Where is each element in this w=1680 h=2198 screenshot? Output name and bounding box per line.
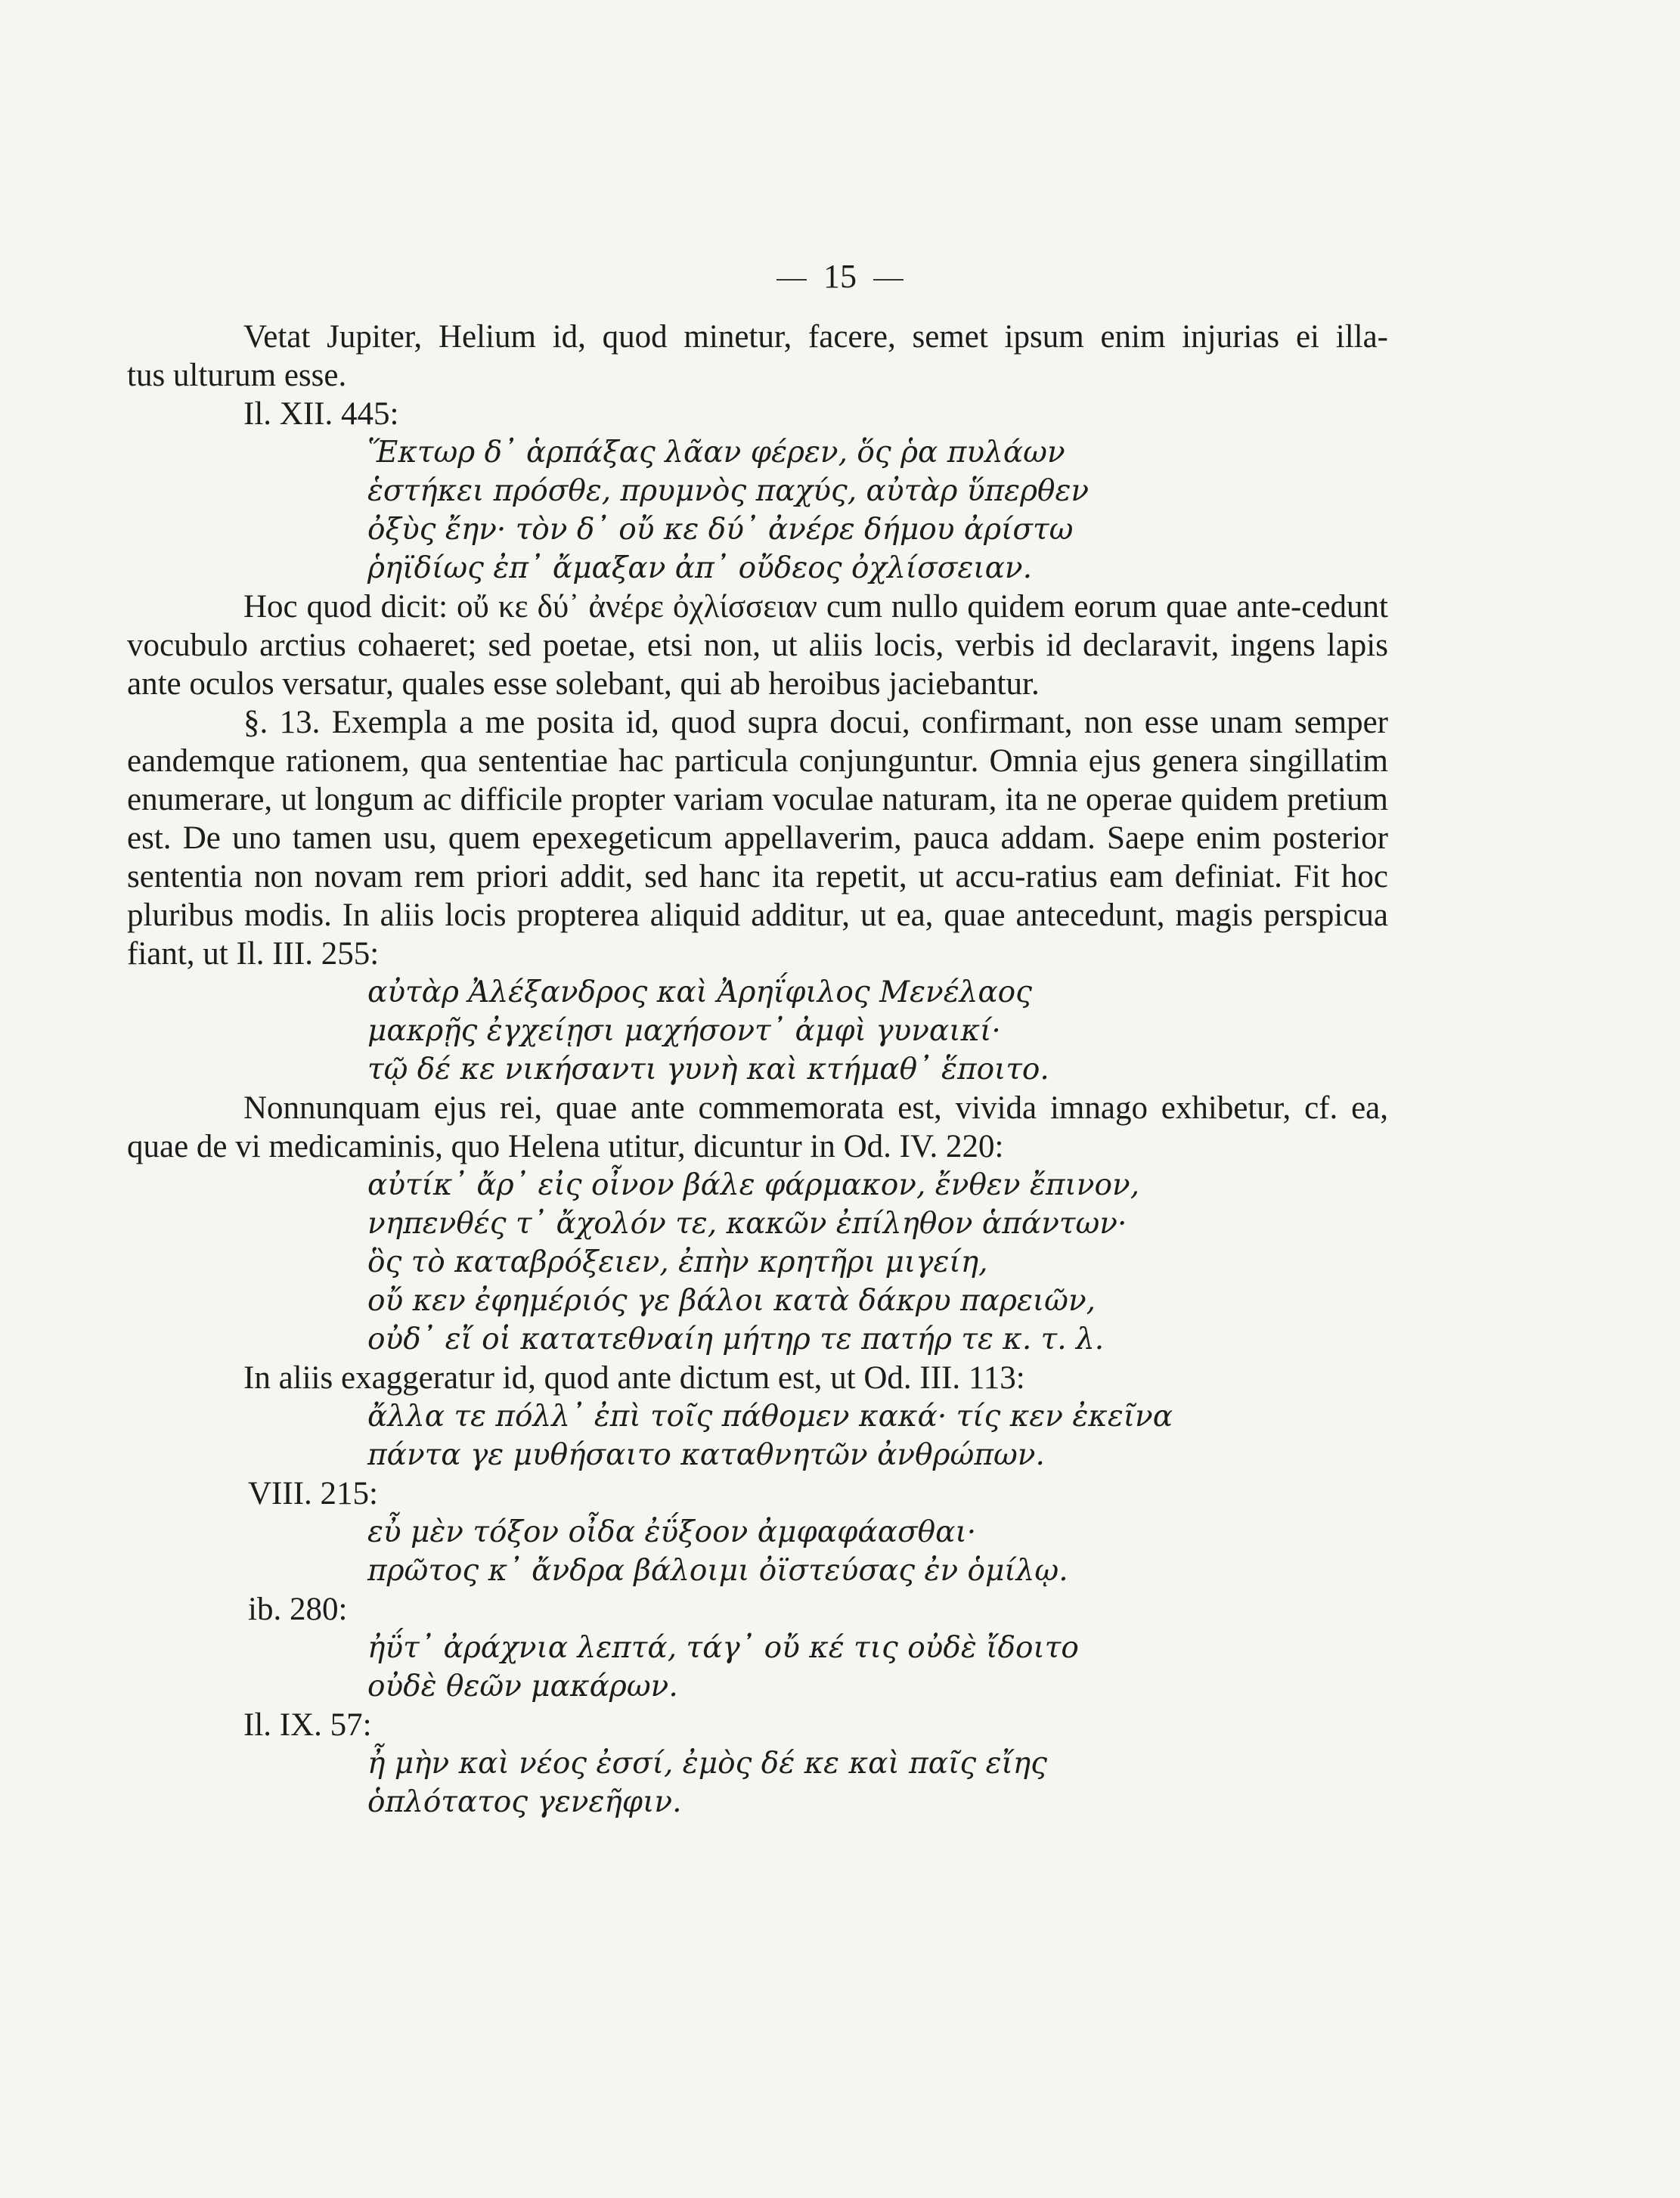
paragraph: tus ulturum esse. xyxy=(127,358,347,393)
verse-line: εὖ μὲν τόξον οἶδα ἐΰξοον ἀμφαφάασθαι· xyxy=(367,1515,977,1549)
citation-line: Il. IX. 57: xyxy=(243,1707,372,1743)
paragraph: Hoc quod dicit: οὔ κε δύ᾽ ἀνέρε ὀχλίσσειαν cum nullo quidem eorum quae ante-cedunt vocubulo arctius cohaeret; sed poetae, etsi non, ut aliis locis, verbis id declaravit, ingens lapis ante oculos versatur, quales esse solebant, qui ab heroibus jaciebantur. xyxy=(127,589,1388,702)
verse-line: οὐδὲ θεῶν μακάρων. xyxy=(367,1669,678,1704)
paragraph: Vetat Jupiter, Helium id, quod minetur, facere, semet ipsum enim injurias ei illa- xyxy=(243,319,1388,355)
verse-line: Ἕκτωρ δ᾽ ἁρπάξας λᾶαν φέρεν, ὅς ῥα πυλάων xyxy=(367,436,1065,470)
citation-line: ib. 280: xyxy=(248,1592,348,1627)
verse-line: ὀξὺς ἔην· τὸν δ᾽ οὔ κε δύ᾽ ἀνέρε δήμου ἀρίστω xyxy=(367,513,1074,547)
verse-line: ὁπλότατος γενεῆφιν. xyxy=(367,1785,682,1819)
verse-line: νηπενθές τ᾽ ἄχολόν τε, κακῶν ἐπίληθον ἁπάντων· xyxy=(367,1207,1127,1241)
verse-line: οὐδ᾽ εἴ οἱ κατατεθναίη μήτηρ τε πατήρ τε κ. τ. λ. xyxy=(367,1322,1105,1356)
verse-line: πάντα γε μυθήσαιτο καταθνητῶν ἀνθρώπων. xyxy=(367,1438,1045,1472)
verse-line: αὐτὰρ Ἀλέξανδρος καὶ Ἀρηΐφιλος Μενέλαος xyxy=(367,975,1033,1009)
header-dash-left xyxy=(776,279,807,281)
body-text xyxy=(127,318,1388,1821)
verse-line: αὐτίκ᾽ ἄρ᾽ εἰς οἶνον βάλε φάρμακον, ἔνθεν ἔπινον, xyxy=(367,1168,1140,1202)
citation-line: VIII. 215: xyxy=(248,1476,378,1511)
verse-line: τῷ δέ κε νικήσαντι γυνὴ καὶ κτήμαθ᾽ ἕποιτο. xyxy=(367,1052,1049,1087)
verse-line: ἠΰτ᾽ ἀράχνια λεπτά, τάγ᾽ οὔ κέ τις οὐδὲ ἴδοιτο xyxy=(367,1631,1079,1665)
verse-line: πρῶτος κ᾽ ἄνδρα βάλοιμι ὀϊστεύσας ἐν ὁμίλῳ. xyxy=(367,1554,1068,1588)
paragraph: §. 13. Exempla a me posita id, quod supra docui, confirmant, non esse unam semper eandemque rationem, qua sententiae hac particula conjunguntur. Omnia ejus genera singillatim enumerare, ut longum ac difficile propter variam voculae naturam, ita ne operae quidem pretium est. De uno tamen usu, quem epexegeticum appellaverim, pauca addam. Saepe enim posterior sententia non novam rem priori addit, sed hanc ita repetit, ut accu-ratius eam definiat. Fit hoc pluribus modis. In aliis locis propterea aliquid additur, ut ea, quae antecedunt, magis perspicua fiant, ut Il. III. 255: xyxy=(127,705,1388,972)
paragraph: Nonnunquam ejus rei, quae ante commemorata est, vivida imnago exhibetur, cf. ea, quae de vi medicaminis, quo Helena utitur, dicuntur in Od. IV. 220: xyxy=(127,1090,1388,1164)
header-dash-right xyxy=(873,279,904,281)
verse-line: ἄλλα τε πόλλ᾽ ἐπὶ τοῖς πάθομεν κακά· τίς κεν ἐκεῖνα xyxy=(367,1400,1173,1434)
page-header xyxy=(0,257,1680,296)
citation-line: Il. XII. 445: xyxy=(243,396,399,432)
verse-line: μακρῇς ἐγχείῃσι μαχήσοντ᾽ ἀμφὶ γυναικί· xyxy=(367,1014,1001,1048)
verse-line: ἑστήκει πρόσθε, πρυμνὸς παχύς, αὐτὰρ ὕπερθεν xyxy=(367,474,1090,508)
page-number: 15 xyxy=(823,258,857,295)
verse-line: ῥηϊδίως ἐπ᾽ ἄμαξαν ἀπ᾽ οὔδεος ὀχλίσσειαν. xyxy=(367,551,1033,585)
verse-line: ἦ μὴν καὶ νέος ἐσσί, ἐμὸς δέ κε καὶ παῖς εἴης xyxy=(367,1747,1048,1781)
verse-line: ὃς τὸ καταβρόξειεν, ἐπὴν κρητῆρι μιγείη, xyxy=(367,1245,988,1279)
citation-line: In aliis exaggeratur id, quod ante dictum est, ut Od. III. 113: xyxy=(243,1360,1025,1396)
verse-line: οὔ κεν ἐφημέριός γε βάλοι κατὰ δάκρυ παρειῶν, xyxy=(367,1284,1096,1318)
